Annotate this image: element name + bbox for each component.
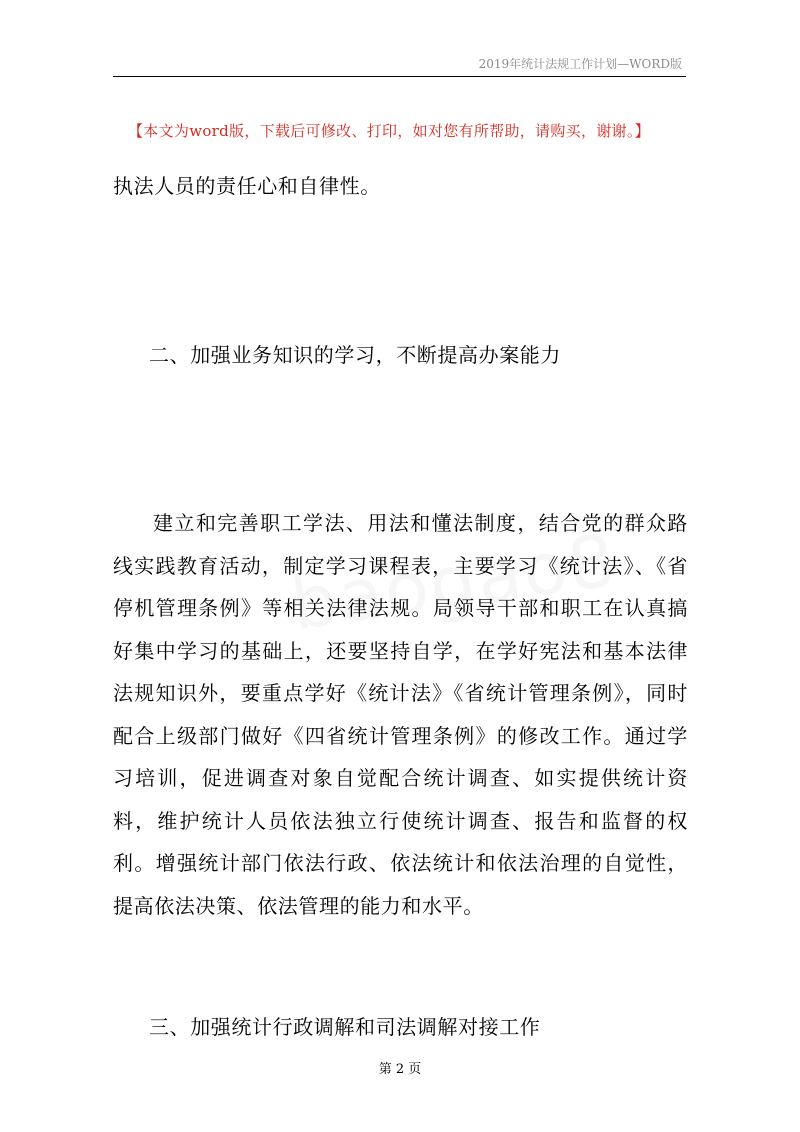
body-line-continuation: 执法人员的责任心和自律性。 bbox=[113, 174, 381, 198]
header-divider bbox=[113, 76, 686, 77]
page-number: 第 2 页 bbox=[378, 1062, 422, 1077]
header-title: 2019年统计法规工作计划—WORD版 bbox=[478, 57, 682, 71]
section-heading-3: 三、加强统计行政调解和司法调解对接工作 bbox=[149, 1015, 541, 1039]
section-heading-2: 二、加强业务知识的学习，不断提高办案能力 bbox=[149, 343, 561, 367]
purchase-notice: 【本文为word版，下载后可修改、打印，如对您有所帮助，请购买，谢谢。】 bbox=[128, 122, 650, 140]
body-paragraph: 建立和完善职工学法、用法和懂法制度，结合党的群众路线实践教育活动，制定学习课程表，主要学习《统计法》、《省停机管理条例》等相关法律法规。局领导干部和职工在认真搞好集中学习的基础上，还要坚持自学，在学好宪法和基本法律法规知识外，要重点学好《统计法》《省统计管理条例》，同时配合上级部门做好《四省统计管理条例》的修改工作。通过学习培训，促进调查对象自觉配合统计调查、如实提供统计资料，维护统计人员依法独立行使统计调查、报告和监督的权利。增强统计部门依法行政、依法统计和依法治理的自觉性，提高依法决策、依法管理的能力和水平。 bbox=[113, 511, 688, 918]
